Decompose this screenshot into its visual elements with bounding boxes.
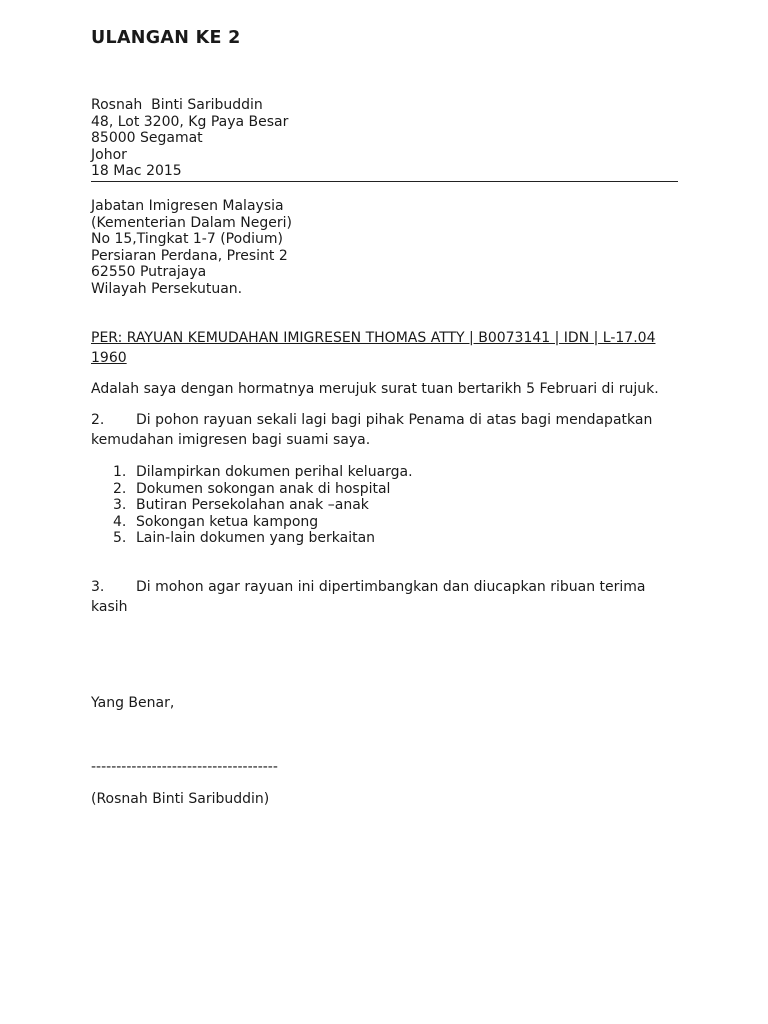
list-item-text: Dokumen sokongan anak di hospital [136, 480, 391, 497]
list-item [91, 497, 413, 514]
sender-address-line: 48, Lot 3200, Kg Paya Besar [91, 113, 289, 130]
paragraph-3 [91, 578, 671, 617]
recipient-line: Persiaran Perdana, Presint 2 [91, 247, 288, 264]
header-divider [91, 181, 678, 182]
paragraph-1: Adalah saya dengan hormatnya merujuk surat tuan bertarikh 5 Februari di rujuk. [91, 381, 659, 397]
recipient-line: Jabatan Imigresen Malaysia [91, 198, 284, 214]
recipient-address-block [91, 198, 292, 297]
recipient-line: Wilayah Persekutuan. [91, 280, 243, 297]
letter-subject: PER: RAYUAN KEMUDAHAN IMIGRESEN THOMAS ATTY | B0073141 | IDN | L-17.04 1960 [91, 330, 656, 366]
list-item-text: Sokongan ketua kampong [136, 513, 319, 530]
recipient-line: No 15,Tingkat 1-7 (Podium) [91, 231, 283, 247]
sender-name: Rosnah Binti Saribuddin [91, 97, 263, 113]
list-item [91, 514, 413, 531]
list-number: 1. [113, 464, 127, 480]
closing-salutation: Yang Benar, [91, 695, 175, 711]
sender-address-line: Johor [91, 146, 127, 163]
paragraph-number: 3. [91, 579, 105, 595]
sender-address-line: 85000 Segamat [91, 130, 203, 146]
list-number: 2. [113, 480, 127, 497]
list-number: 3. [113, 497, 127, 513]
signature-line: ------------------------------------- [91, 759, 278, 775]
paragraph-text: Di mohon agar rayuan ini dipertimbangkan dan diucapkan ribuan terima kasih [91, 579, 646, 615]
list-item [91, 464, 413, 481]
paragraph-2 [91, 411, 671, 450]
list-item [91, 530, 413, 547]
list-item [91, 481, 413, 498]
document-title: ULANGAN KE 2 [91, 28, 241, 48]
signatory-name: (Rosnah Binti Saribuddin) [91, 791, 270, 807]
list-item-text: Butiran Persekolahan anak –anak [136, 497, 369, 513]
paragraph-number: 2. [91, 412, 105, 428]
list-item-text: Dilampirkan dokumen perihal keluarga. [136, 464, 413, 480]
paragraph-text: Di pohon rayuan sekali lagi bagi pihak Penama di atas bagi mendapatkan kemudahan imigresen bagi suami saya. [91, 412, 653, 448]
sender-address-block [91, 97, 288, 180]
list-number: 4. [113, 513, 127, 530]
list-number: 5. [113, 530, 127, 546]
letter-date: 18 Mac 2015 [91, 163, 182, 179]
recipient-line: 62550 Putrajaya [91, 264, 207, 280]
recipient-line: (Kementerian Dalam Negeri) [91, 214, 292, 231]
enclosure-list [91, 464, 413, 547]
list-item-text: Lain-lain dokumen yang berkaitan [136, 530, 376, 546]
